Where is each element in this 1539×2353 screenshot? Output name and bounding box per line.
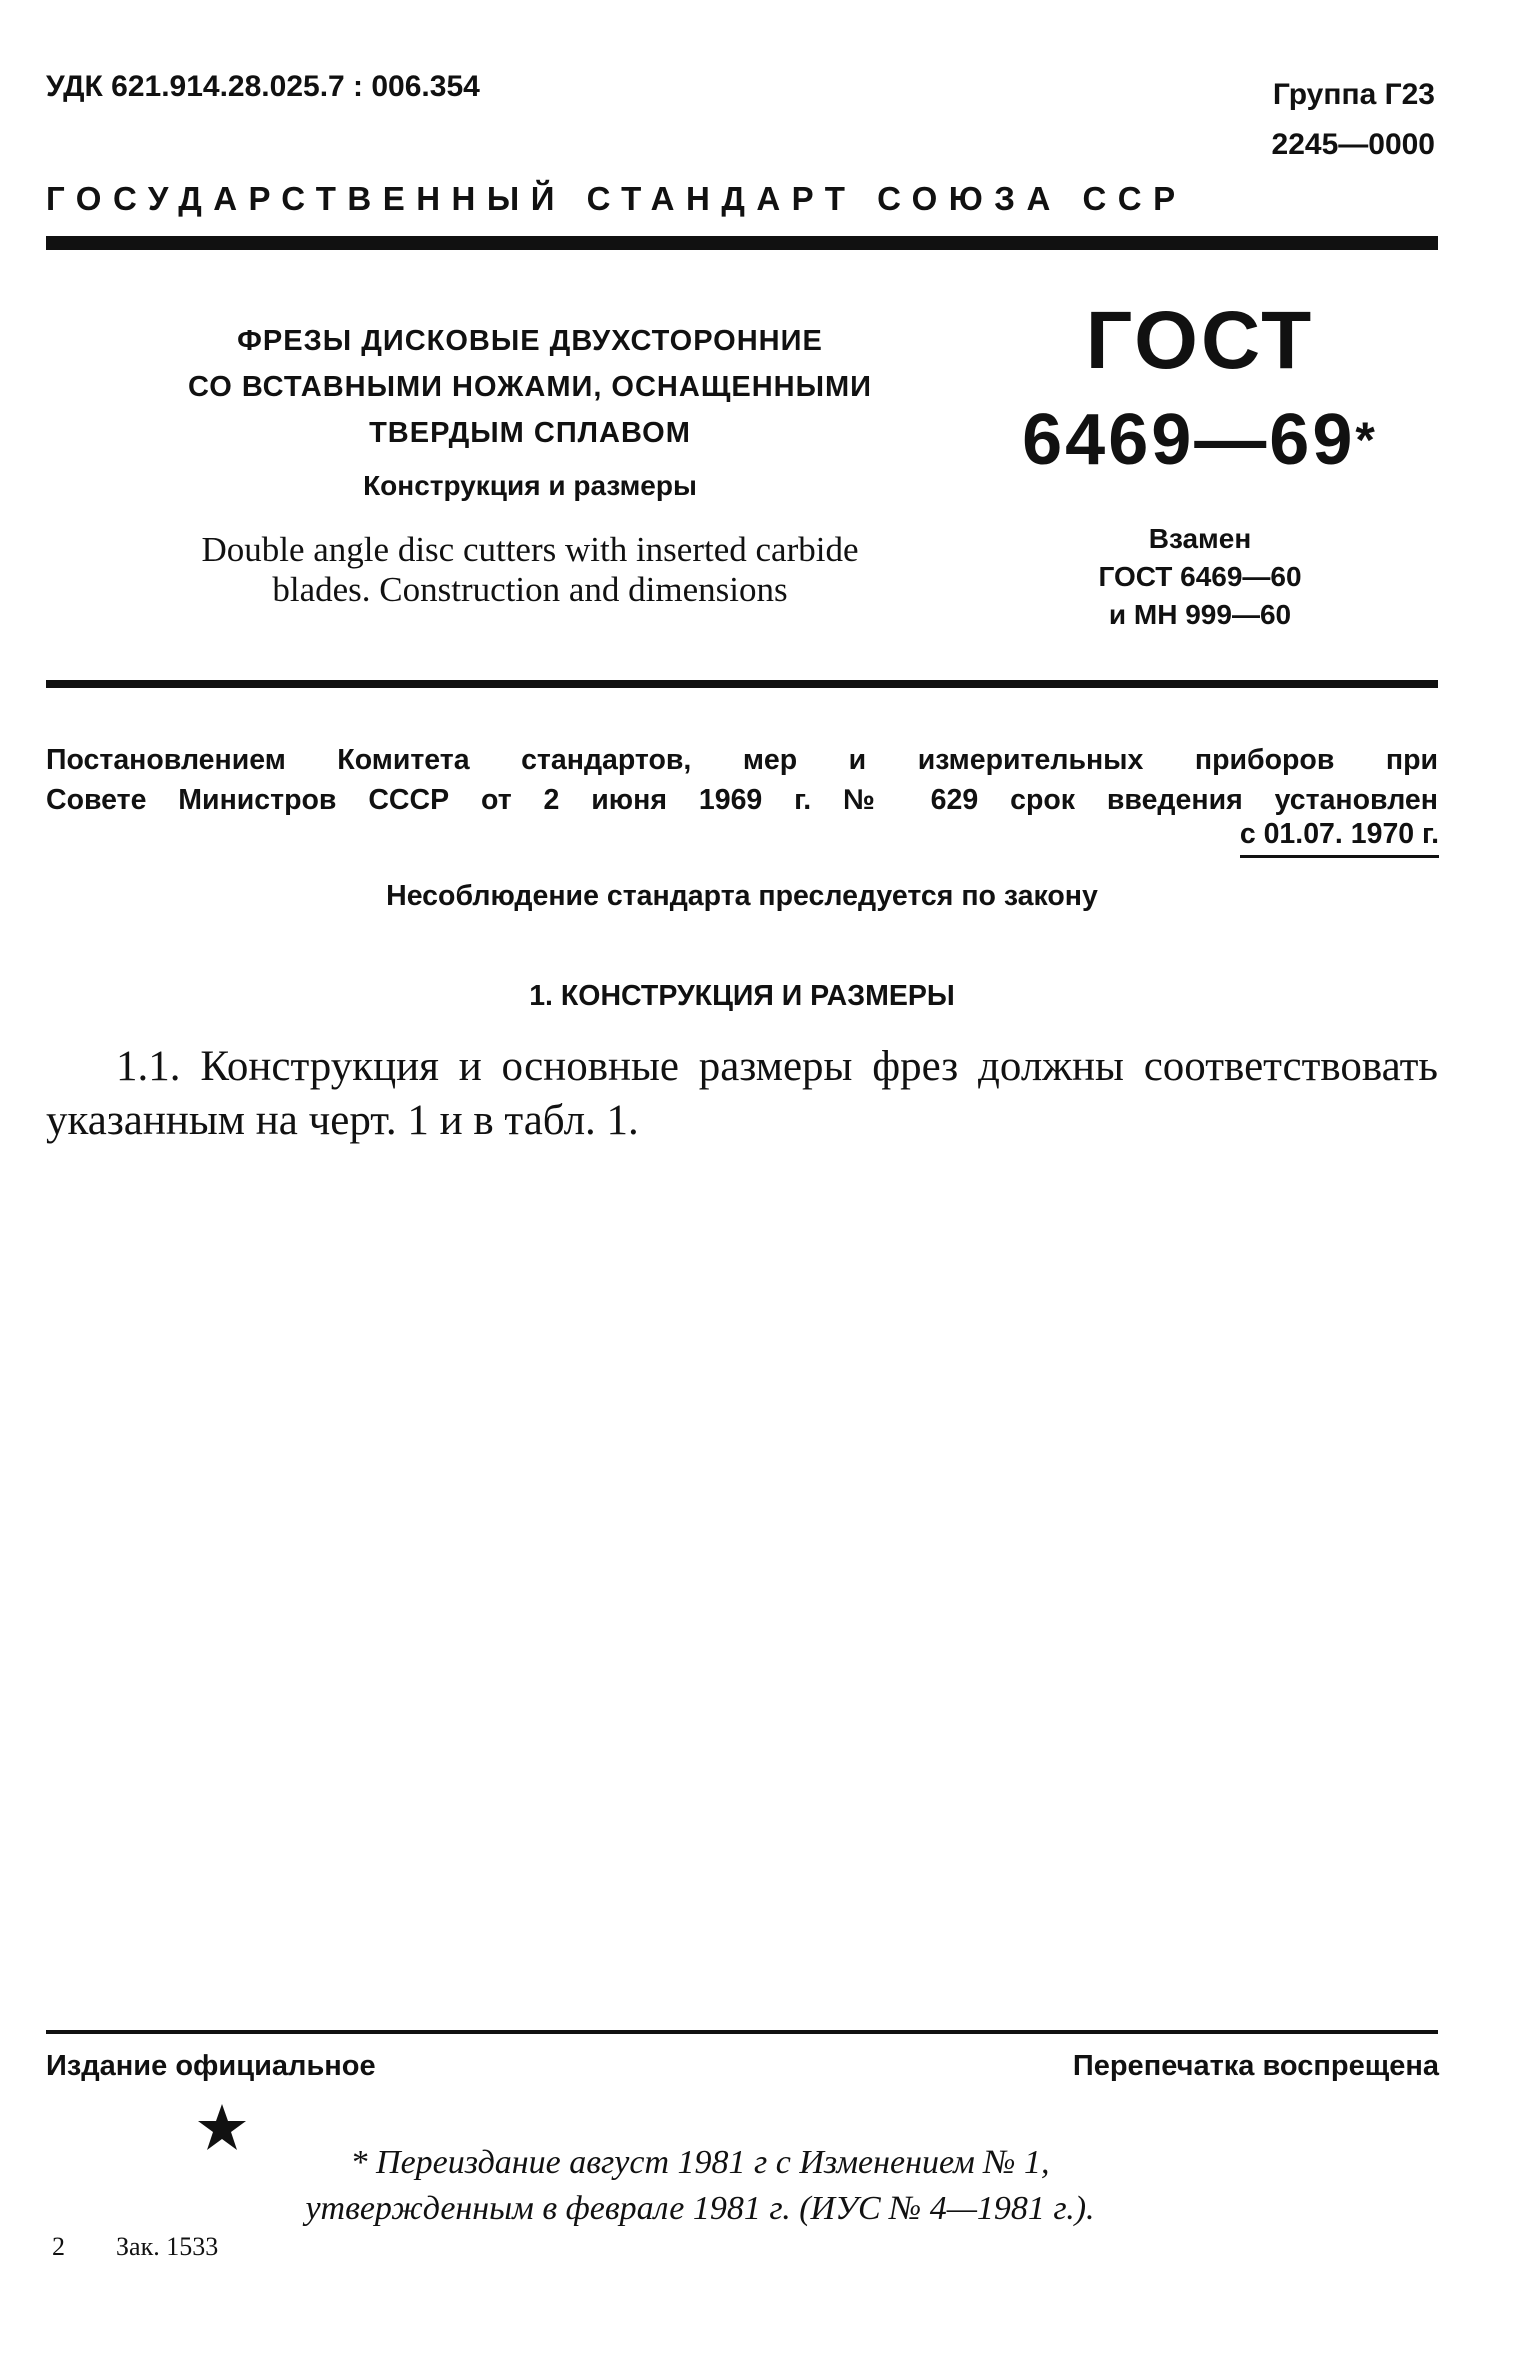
decree-line: Постановлением Комитета стандартов, мер и измерительных приборов при xyxy=(46,744,1438,776)
edition-label: Издание официальное xyxy=(46,2050,376,2082)
footnote xyxy=(200,2140,1200,2232)
section-heading: 1. КОНСТРУКЦИЯ И РАЗМЕРЫ xyxy=(529,980,955,1012)
replaces-label: Взамен xyxy=(1148,523,1252,554)
section-paragraph: 1.1. Конструкция и основные размеры фрез должны соответствовать указанным на черт. 1 и в табл. 1. xyxy=(46,1043,1438,1144)
footnote-line: * Переиздание август 1981 г с Изменением № 1, xyxy=(350,2144,1050,2181)
group-label: Группа Г23 xyxy=(1272,78,1435,111)
title-line: ФРЕЗЫ ДИСКОВЫЕ ДВУХСТОРОННИЕ xyxy=(237,325,823,357)
decree-line: Совете Министров СССР от 2 июня 1969 г. № 629 срок введения установлен xyxy=(46,784,1438,816)
title-line: ТВЕРДЫМ СПЛАВОМ xyxy=(369,417,691,449)
title-line: СО ВСТАВНЫМИ НОЖАМИ, ОСНАЩЕННЫМИ xyxy=(187,371,872,403)
group-block xyxy=(1272,70,1435,170)
title-english xyxy=(90,530,970,610)
replaces-block xyxy=(1000,520,1400,634)
replaced-standard: и МН 999—60 xyxy=(1108,599,1292,630)
bottom-rule xyxy=(46,2030,1438,2034)
decree-text xyxy=(46,740,1438,820)
title-en-line: blades. Construction and dimensions xyxy=(272,570,788,609)
gost-star: * xyxy=(1355,412,1378,468)
page-number: 2 xyxy=(52,2232,65,2261)
legal-notice: Несоблюдение стандарта преследуется по закону xyxy=(386,880,1098,912)
standard-banner: ГОСУДАРСТВЕННЫЙ СТАНДАРТ СОЮЗА ССР xyxy=(46,180,1187,217)
gost-number: 6469—69 xyxy=(1022,400,1356,480)
subtitle: Конструкция и размеры xyxy=(363,470,697,501)
title-en-line: Double angle disc cutters with inserted carbide xyxy=(201,530,859,569)
top-rule xyxy=(46,236,1438,250)
udk-code: УДК 621.914.28.025.7 : 006.354 xyxy=(46,70,480,103)
title-russian xyxy=(90,318,970,456)
effective-date: с 01.07. 1970 г. xyxy=(1240,818,1439,858)
gost-label: ГОСТ xyxy=(1085,295,1315,386)
replaced-standard: ГОСТ 6469—60 xyxy=(1098,561,1302,592)
reprint-notice: Перепечатка воспрещена xyxy=(1072,2050,1439,2082)
middle-rule xyxy=(46,680,1438,688)
footnote-line: утвержденным в феврале 1981 г. (ИУС № 4—1981 г.). xyxy=(305,2190,1095,2227)
gost-number-block xyxy=(1000,398,1400,482)
order-number: Зак. 1533 xyxy=(116,2232,219,2261)
classification-code: 2245—0000 xyxy=(1271,128,1435,161)
